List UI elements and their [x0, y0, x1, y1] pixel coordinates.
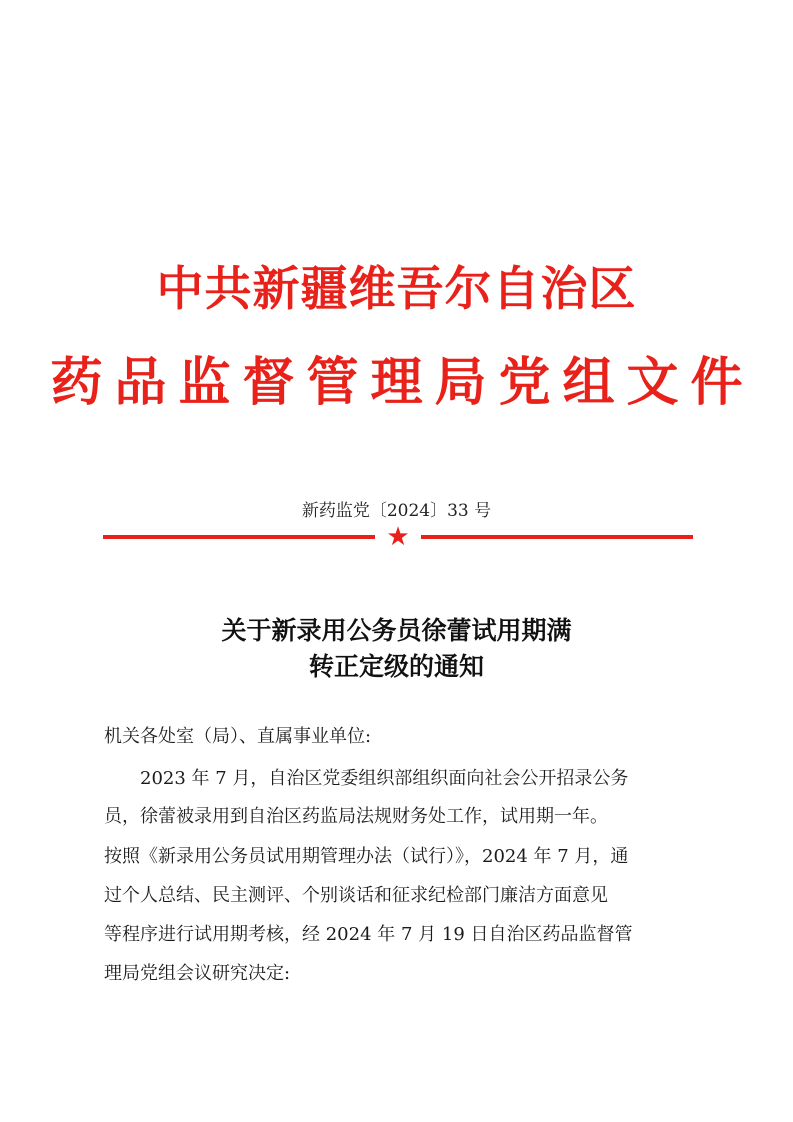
- document-number: 新药监党〔2024〕33 号: [301, 501, 492, 521]
- notice-title-line2: 转正定级的通知: [308, 652, 484, 681]
- body-line-4: 过个人总结、民主测评、个别谈话和征求纪检部门廉洁方面意见: [104, 885, 608, 906]
- header-org-line2: 药品监督管理局党组文件: [50, 352, 755, 413]
- star-icon: ★: [386, 522, 410, 552]
- notice-title-line1: 关于新录用公务员徐蕾试用期满: [221, 616, 572, 645]
- salutation: 机关各处室（局）、直属事业单位:: [104, 726, 372, 747]
- body-line-3: 按照《新录用公务员试用期管理办法（试行）》，2024 年 7 月，通: [104, 846, 629, 867]
- divider-right-bar: [421, 535, 693, 539]
- red-divider: [103, 522, 693, 552]
- divider-left-bar: [103, 535, 375, 539]
- header-org-line1: 中共新疆维吾尔自治区: [156, 262, 637, 317]
- body-line-6: 理局党组会议研究决定:: [104, 963, 291, 984]
- body-line-2: 员，徐蕾被录用到自治区药监局法规财务处工作，试用期一年。: [104, 806, 608, 827]
- body-line-5: 等程序进行试用期考核，经 2024 年 7 月 19 日自治区药品监督管: [104, 924, 633, 945]
- body-line-1: 2023 年 7 月，自治区党委组织部组织面向社会公开招录公务: [140, 768, 629, 789]
